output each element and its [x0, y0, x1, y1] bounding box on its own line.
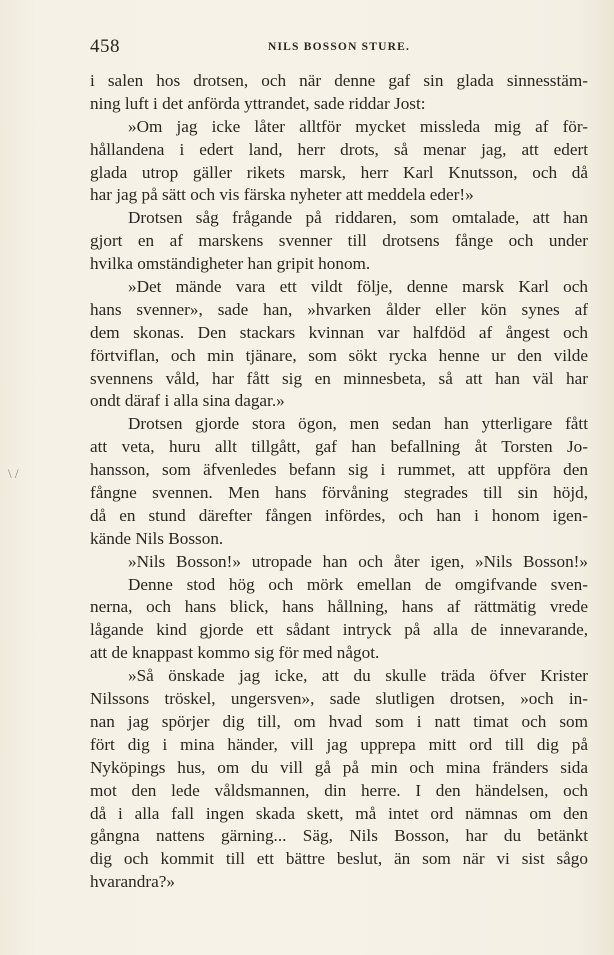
text-line: fört dig i mina händer, vill jag upprepa mitt ord till dig på	[90, 734, 588, 754]
running-title: NILS BOSSON STURE.	[268, 41, 411, 53]
text-line: svennens våld, har fått sig en minnesbeta, så att han väl har	[90, 368, 588, 388]
page-number: 458	[90, 36, 120, 57]
text-line: hvarandra?»	[90, 872, 175, 892]
text-line: ning luft i det anförda yttrandet, sade riddar Jost:	[90, 93, 426, 113]
text-line: »Om jag icke låter alltför mycket missleda mig af för-	[128, 116, 588, 136]
text-line: gjort en af marskens svenner till drotsens fånge och under	[90, 231, 588, 251]
text-line: fångne svennen. Men hans förvåning stegrades till sin höjd,	[90, 483, 588, 503]
text-line: hållandena i edert land, herr drots, så menar jag, att edert	[90, 139, 588, 159]
text-line: Nilssons tröskel, ungersven», sade slutligen drotsen, »och in-	[90, 689, 588, 709]
text-line: Drotsen såg frågande på riddaren, som omtalade, att han	[128, 208, 588, 228]
text-line: »Nils Bosson!» utropade han och åter igen, »Nils Bosson!»	[128, 551, 588, 571]
text-line: då en stund därefter fången infördes, och han i honom igen-	[90, 505, 588, 525]
text-line: dem skonas. Den stackars kvinnan var halfdöd af ångest och	[90, 322, 588, 342]
text-line: då i alla fall ingen skada skett, må intet ord nämnas om den	[90, 803, 588, 823]
text-line: nerna, och hans blick, hans hållning, hans af rättmätig vrede	[90, 597, 588, 617]
text-line: hansson, som äfvenledes befann sig i rummet, att uppföra den	[90, 460, 588, 480]
text-line: har jag på sätt och vis färska nyheter att meddela eder!»	[90, 185, 474, 205]
text-line: mot den lede våldsmannen, din herre. I den händelsen, och	[90, 780, 588, 800]
text-line: hans svenner», sade han, »hvarken ålder eller kön synes af	[90, 299, 588, 319]
text-line: att de knappast kommo sig för med något.	[90, 643, 380, 663]
text-line: lågande kind gjorde ett sådant intryck på alla de innevarande,	[90, 620, 588, 640]
text-line: hvilka omständigheter han gripit honom.	[90, 254, 371, 274]
text-line: kände Nils Bosson.	[90, 528, 224, 548]
text-line: förtviflan, och min tjänare, som sökt rycka henne ur den vilde	[90, 345, 588, 365]
text-line: Nyköpings hus, om du vill gå på min och mina fränders sida	[90, 757, 588, 777]
text-line: glada utrop gäller rikets marsk, herr Karl Knutsson, och då	[90, 162, 588, 182]
text-line: »Så önskade jag icke, att du skulle träda öfver Krister	[128, 666, 588, 686]
text-line: Drotsen gjorde stora ögon, men sedan han ytterligare fått	[128, 414, 588, 434]
text-line: ondt däraf i alla sina dagar.»	[90, 391, 285, 411]
body-text	[90, 70, 588, 894]
text-line: »Det mände vara ett vildt följe, denne marsk Karl och	[128, 277, 588, 297]
text-line: att veta, huru allt tillgått, gaf han befallning åt Torsten Jo-	[90, 437, 588, 457]
page-header	[90, 36, 588, 58]
text-line: dig och kommit till ett bättre beslut, än som när vi sist sågo	[90, 849, 588, 869]
text-line: gångna nattens gärning... Säg, Nils Bosson, har du betänkt	[90, 826, 588, 846]
margin-mark: \ /	[8, 466, 19, 481]
text-line: i salen hos drotsen, och när denne gaf sin glada sinnesstäm-	[90, 71, 588, 90]
text-line: Denne stod hög och mörk emellan de omgifvande sven-	[128, 574, 588, 594]
text-line: nan jag spörjer dig till, om hvad som i natt timat och som	[90, 711, 588, 731]
